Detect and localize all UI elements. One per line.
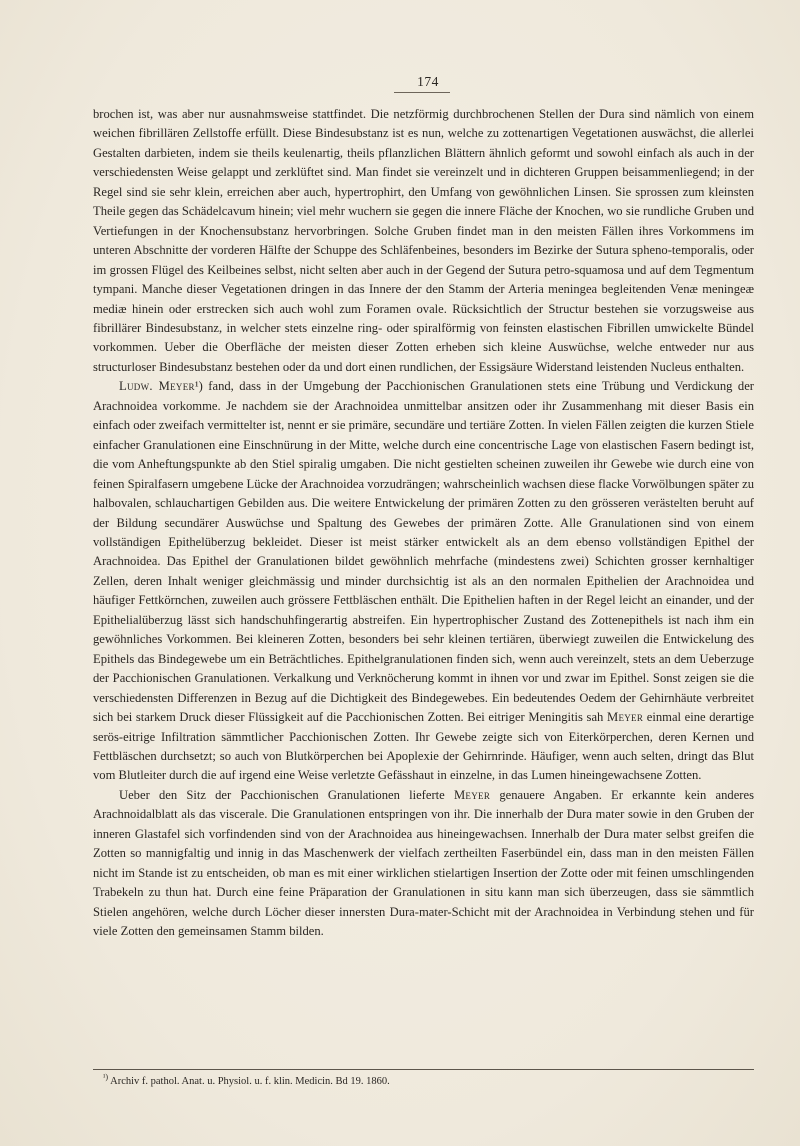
page-number: 174 — [417, 74, 439, 89]
footnote-rule — [93, 1069, 754, 1070]
paragraph-text: einmal eine derartige serös-eitrige Infiltration sämmtlicher Pacchionischen Zotten. Ihr Gewebe zeigte sich von Eiterkörperchen, deren Kernen und Fettbläschen durchsetzt; so auch von Blutkörperchen bei Apoplexie der Gehirnrinde. Häufiger, wenn auch selten, dringt das Blut vom Blutleiter durch die auf irgend eine Weise verletzte Gefässhaut in einzelne, in das Lumen hineingewachsene Zotten. — [93, 710, 754, 783]
footnote-text: Archiv f. pathol. Anat. u. Physiol. u. f. klin. Medicin. Bd 19. 1860. — [110, 1076, 390, 1087]
paragraph — [93, 377, 754, 786]
footnote — [103, 1072, 743, 1089]
author-name: Meyer — [606, 710, 644, 725]
paragraph — [93, 105, 754, 377]
paragraph-text: brochen ist, was aber nur ausnahmsweise stattfindet. Die netzförmig durchbrochenen Stellen der Dura sind nämlich von einem weichen fibrillären Zellstoffe erfüllt. Diese Bindesubstanz ist es nun, welche zu zottenartigen Vegetationen auswächst, die allerlei Gestalten darbieten, indem sie theils keulenartig, theils pflanzlichen Blättern ähnlich geformt und sowohl einfach als auch in der verschiedensten Weise gelappt und zerklüftet sind. Man findet sie vereinzelt und in dichteren Gruppen beisammenliegend; in der Regel sind sie sehr klein, erreichen aber auch, hypertrophirt, den Umfang von gewöhnlichen Linsen. Sie sprossen zum kleinsten Theile gegen das Schädelcavum hinein; viel mehr wuchern sie gegen die innere Fläche der Knochen, wo sie rundliche Gruben und Vertiefungen in der Knochensubstanz hervorbringen. Solche Gruben findet man in den meisten Fällen ihres Vorkommens im unteren Abschnitte der vorderen Hälfte der Schuppe des Schläfenbeines, besonders im Bezirke der Sutura spheno-temporalis, oder im grossen Flügel des Keilbeines selbst, nicht selten aber auch in der Gegend der Sutura petro-squamosa und auf dem Tegmentum tympani. Manche dieser Vegetationen dringen in das Innere der den Stamm der Arteria meningea begleitenden Venæ meningeæ mediæ hinein oder erstrecken sich auch wohl zum Foramen ovale. Rücksichtlich der Structur bestehen sie vorzugsweise aus fibrillärer Bindesubstanz, in welcher stets einzelne ring- oder spiralförmig von feinsten elastischen Fibrillen umwickelte Bündel vorkommen. Ueber die Oberfläche der meisten dieser Zotten erheben sich kleine Auswüchse, welche entweder nur aus structurloser Bindesubstanz bestehen oder da und dort einen rundlichen, der Essigsäure Widerstand leistenden Nucleus enthalten. — [93, 107, 754, 374]
body-text — [93, 105, 754, 941]
paragraph — [93, 786, 754, 942]
paragraph-text: Ueber den Sitz der Pacchionischen Granulationen lieferte — [119, 787, 454, 802]
footnote-mark: ¹) — [103, 1072, 109, 1082]
author-name: Meyer — [453, 787, 491, 802]
author-name: Ludw. Meyer — [119, 379, 195, 394]
page-number-rule — [394, 92, 450, 93]
paragraph-text: ¹) fand, dass in der Umgebung der Pacchionischen Granulationen stets eine Trübung und Verdickung der Arachnoidea vorkomme. Je nachdem sie der Arachnoidea unmittelbar ansitzen oder ihr Zusammenhang mit dieser Basis ein einfach oder zweifach vermittelter ist, nennt er sie primäre, secundäre und tertiäre Zotten. In vielen Fällen zeigten die kurzen Stiele einfacher Granulationen eine Einschnürung in der Mitte, welche durch eine concentrische Lage von elastischen Fasern bedingt ist, die vom Anheftungspunkte ab den Stiel spiralig umgaben. Die nicht gestielten scheinen zuweilen ihr Gewebe wie durch eine von feinen Spiralfasern umgebene Lücke der Arachnoidea vorzudrängen; wahrscheinlich wachsen diese flacke Vorwölbungen später zu halbovalen, schlauchartigen Gebilden aus. Die weitere Entwickelung der primären Zotten zu den grösseren verästelten beruht auf der Bildung secundärer Auswüchse und Spaltung des Gewebes der primären Zotte. Alle Granulationen sind von einem vollständigen Epithelüberzug bekleidet. Dieser ist meist stärker entwickelt als an dem ebenso vollständigen Epithel der Arachnoidea. Das Epithel der Granulationen bildet gewöhnlich mehrfache (mindestens zwei) Schichten grosser kernhaltiger Zellen, deren Inhalt weniger gleichmässig und minder durchsichtig ist als an den normalen Epithelien der Arachnoidea und häufiger Fettkörnchen, zuweilen auch grössere Fettbläschen enthält. Die Epithelien haften in der Regel leicht an einander, und der Epithelialüberzug lässt sich handschuhfingerartig abstreifen. Ein hypertrophischer Zustand des Zottenepithels ist nach ihm ein gewöhnliches Vorkommen. Bei kleineren Zotten, besonders bei sehr kleinen tertiären, überwiegt zuweilen die Entwickelung des Epithels das Bindegewebe um ein Beträchtliches. Epithelgranulationen finden sich, wenn auch vereinzelt, stets an dem Ueberzuge der Pacchionischen Granulationen. Verkalkung und Verknöcherung kommt in ihnen vor und zwar im Epithel. Sonst zeigen sie die verschiedensten Differenzen in Bezug auf die Dichtigkeit des Bindegewebes. Ein bedeutendes Oedem der Gehirnhäute verbreitet sich bei starkem Druck dieser Flüssigkeit auf die Pacchionischen Zotten. Bei eitriger Meningitis sah — [93, 379, 755, 725]
paragraph-text: genauere Angaben. Er erkannte kein anderes Arachnoidalblatt als das viscerale. Die Granulationen entspringen von ihr. Die innerhalb der Dura mater sowie in den Gruben der inneren Glastafel sich vorfindenden sind von der Arachnoidea aus hineingewachsen. Innerhalb der Dura mater selbst greifen die Zotten so mannigfaltig und innig in das Maschenwerk der vielfach zertheilten Faserbündel ein, dass man in den meisten Fällen nicht im Stande ist zu entscheiden, ob man es mit einer wirklichen stielartigen Insertion der Zotte oder mit feinen umschlingenden Trabekeln zu thun hat. Durch eine feine Präparation der Granulationen in situ kann man sich überzeugen, dass sie sämmtlich Stielen angehören, welche durch Löcher dieser innersten Dura-mater-Schicht mit der Arachnoidea in Verbindung stehen und für viele Zotten den gemeinsamen Stamm bilden. — [93, 787, 754, 939]
